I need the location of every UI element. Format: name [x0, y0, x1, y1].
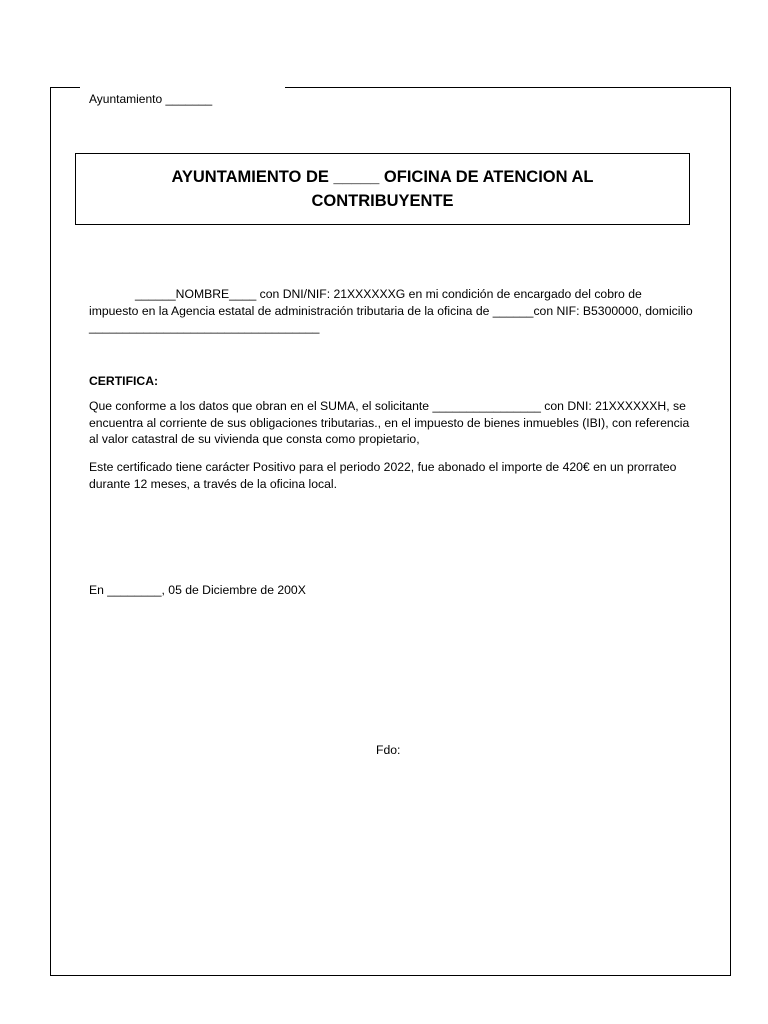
frame-top-border-left: [50, 87, 80, 88]
date-line: En ________, 05 de Diciembre de 200X: [89, 583, 306, 597]
intro-paragraph: ______NOMBRE____ con DNI/NIF: 21XXXXXXG en mi condición de encargado del cobro de impuesto en la Agencia estatal de administración tributaria de la oficina de ______con NIF: B5300000, domicilio __________________________________: [89, 287, 693, 334]
frame-bottom-border: [50, 975, 731, 976]
signature-label: Fdo:: [376, 743, 401, 757]
title-box: [75, 153, 690, 225]
frame-right-border: [730, 87, 731, 976]
frame-left-border: [50, 87, 51, 976]
document-title: AYUNTAMIENTO DE _____ OFICINA DE ATENCION AL CONTRIBUYENTE: [171, 168, 594, 210]
certifica-label: CERTIFICA:: [89, 374, 159, 388]
body-paragraph-1: Que conforme a los datos que obran en el SUMA, el solicitante ________________ con DNI: 21XXXXXXH, se encuentra al corriente de sus obligaciones tributarias., en el impuesto de bienes inmuebles (IBI), con referencia al valor catastral de su vivienda que consta como propietario,: [89, 399, 690, 446]
header-label: Ayuntamiento _______: [89, 92, 213, 106]
frame-top-border-right: [285, 87, 731, 88]
body-paragraph-2: Este certificado tiene carácter Positivo para el periodo 2022, fue abonado el importe de 420€ en un prorrateo durante 12 meses, a través de la oficina local.: [89, 460, 677, 491]
